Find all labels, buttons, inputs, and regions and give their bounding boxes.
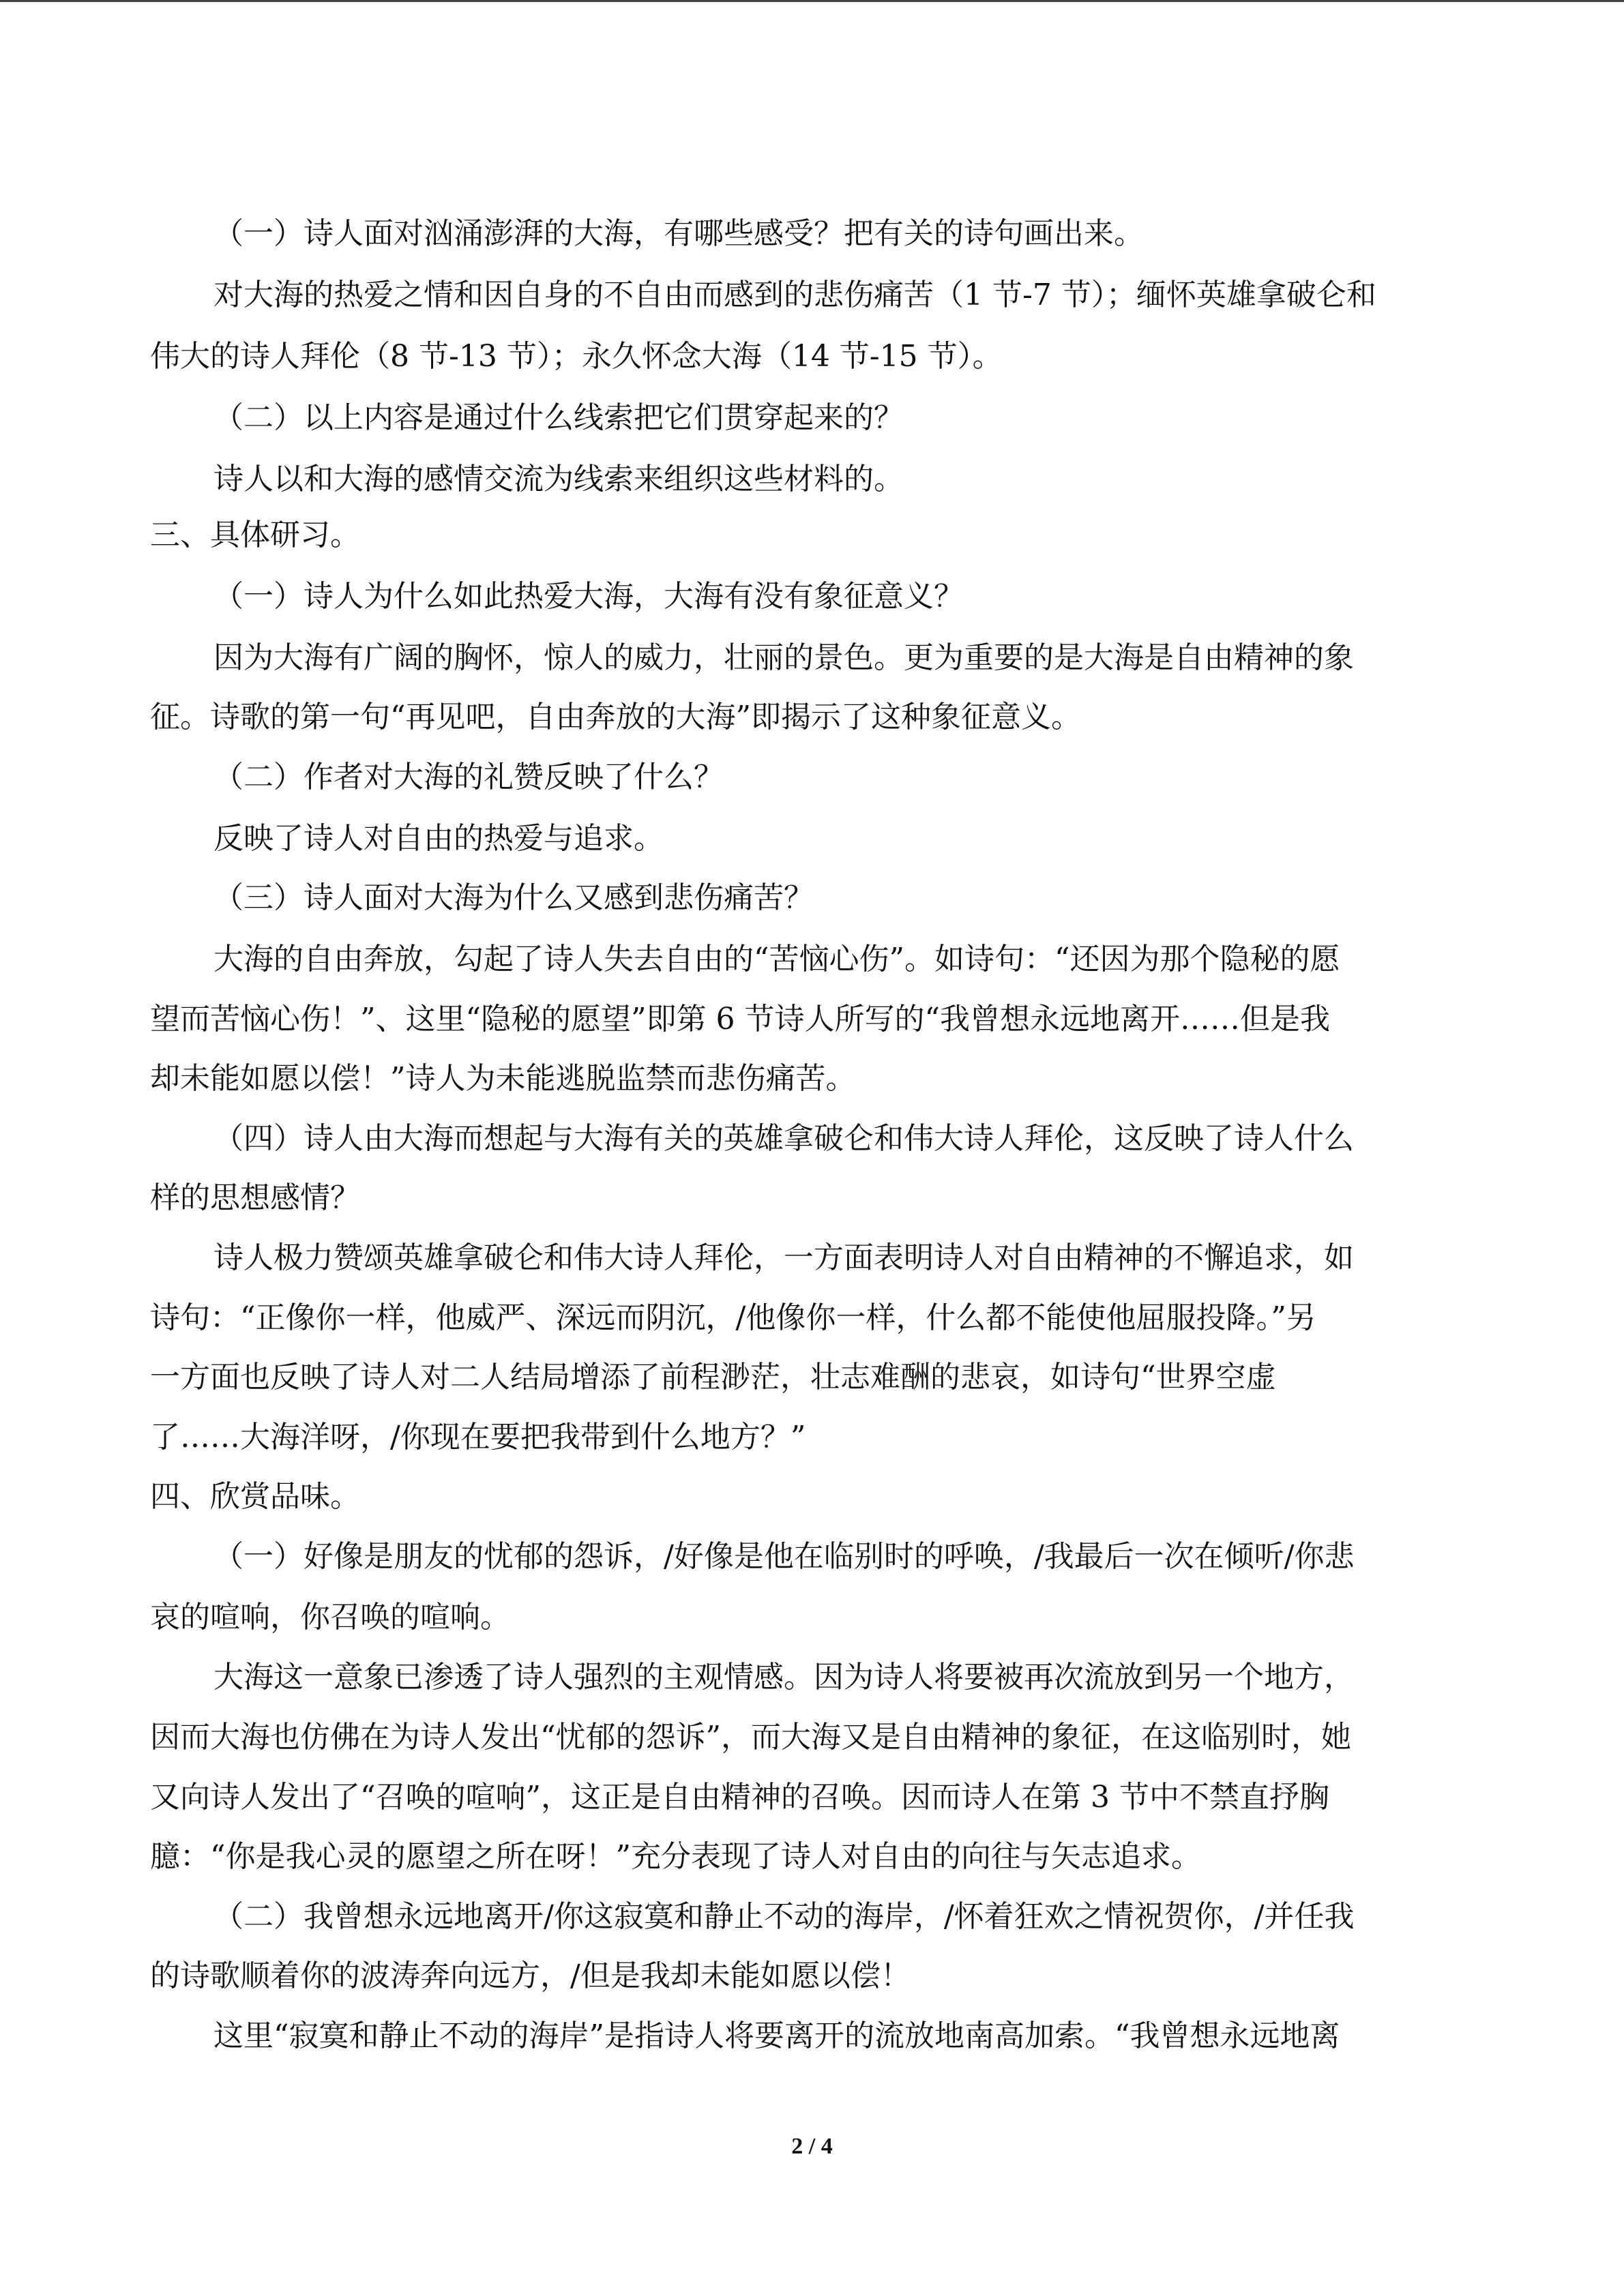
section-heading: 三、具体研习。	[150, 518, 360, 552]
text-line: （一）诗人为什么如此热爱大海，大海有没有象征意义？	[213, 579, 964, 614]
text-line: 伟大的诗人拜伦（8 节-13 节）；永久怀念大海（14 节-15 节）。	[150, 339, 1003, 374]
text-line: 又向诗人发出了“召唤的喧响”，这正是自由精神的召唤。因而诗人在第 3 节中不禁直抒胸	[150, 1780, 1329, 1815]
text-line: 望而苦恼心伤！”、这里“隐秘的愿望”即第 6 节诗人所写的“我曾想永远地离开……但是我	[150, 1002, 1330, 1037]
text-line: （四）诗人由大海而想起与大海有关的英雄拿破仑和伟大诗人拜伦，这反映了诗人什么	[213, 1121, 1354, 1156]
text-line: （二）我曾想永远地离开/你这寂寞和静止不动的海岸，/怀着狂欢之情祝贺你，/并任我	[213, 1899, 1355, 1934]
text-line: 诗人以和大海的感情交流为线索来组织这些材料的。	[213, 462, 904, 496]
text-line: 反映了诗人对自由的热爱与追求。	[213, 821, 664, 856]
text-line: （一）好像是朋友的忧郁的怨诉，/好像是他在临别时的呼唤，/我最后一次在倾听/你悲	[213, 1539, 1355, 1574]
page-number: 2 / 4	[791, 2134, 833, 2159]
text-line: 诗人极力赞颂英雄拿破仑和伟大诗人拜伦，一方面表明诗人对自由精神的不懈追求，如	[213, 1240, 1354, 1275]
section-heading: 四、欣赏品味。	[150, 1479, 360, 1514]
text-line: 因而大海也仿佛在为诗人发出“忧郁的怨诉”，而大海又是自由精神的象征，在这临别时，她	[150, 1720, 1351, 1755]
text-line: 哀的喧响，你召唤的喧响。	[150, 1600, 510, 1635]
text-line: 这里“寂寞和静止不动的海岸”是指诗人将要离开的流放地南高加索。“我曾想永远地离	[213, 2018, 1340, 2053]
text-line: 因为大海有广阔的胸怀，惊人的威力，壮丽的景色。更为重要的是大海是自由精神的象	[213, 640, 1354, 675]
text-line: 臆：“你是我心灵的愿望之所在呀！”充分表现了诗人对自由的向往与矢志追求。	[150, 1839, 1201, 1874]
text-line: （二）以上内容是通过什么线索把它们贯穿起来的？	[213, 400, 904, 435]
text-line: 对大海的热爱之情和因自身的不自由而感到的悲伤痛苦（1 节-7 节）；缅怀英雄拿破仑和	[213, 278, 1376, 312]
text-line: 了……大海洋呀，/你现在要把我带到什么地方？”	[150, 1420, 806, 1455]
text-line: （一）诗人面对汹涌澎湃的大海，有哪些感受？把有关的诗句画出来。	[213, 216, 1144, 251]
text-line: 的诗歌顺着你的波涛奔向远方，/但是我却未能如愿以偿！	[150, 1958, 911, 1993]
text-line: 一方面也反映了诗人对二人结局增添了前程渺茫，壮志难酬的悲哀，如诗句“世界空虚	[150, 1360, 1276, 1395]
text-line: 大海的自由奔放，勾起了诗人失去自由的“苦恼心伤”。如诗句：“还因为那个隐秘的愿	[213, 942, 1340, 976]
text-line: 大海这一意象已渗透了诗人强烈的主观情感。因为诗人将要被再次流放到另一个地方，	[213, 1660, 1354, 1695]
text-line: 样的思想感情？	[150, 1180, 360, 1215]
text-line: （二）作者对大海的礼赞反映了什么？	[213, 760, 724, 794]
text-line: 却未能如愿以偿！”诗人为未能逃脱监禁而悲伤痛苦。	[150, 1061, 856, 1096]
text-line: （三）诗人面对大海为什么又感到悲伤痛苦？	[213, 880, 814, 915]
text-line: 诗句：“正像你一样，他威严、深远而阴沉，/他像你一样，什么都不能使他屈服投降。”另	[150, 1300, 1316, 1335]
text-line: 征。诗歌的第一句“再见吧，自由奔放的大海”即揭示了这种象征意义。	[150, 700, 1081, 734]
top-border-line	[0, 0, 1624, 2]
